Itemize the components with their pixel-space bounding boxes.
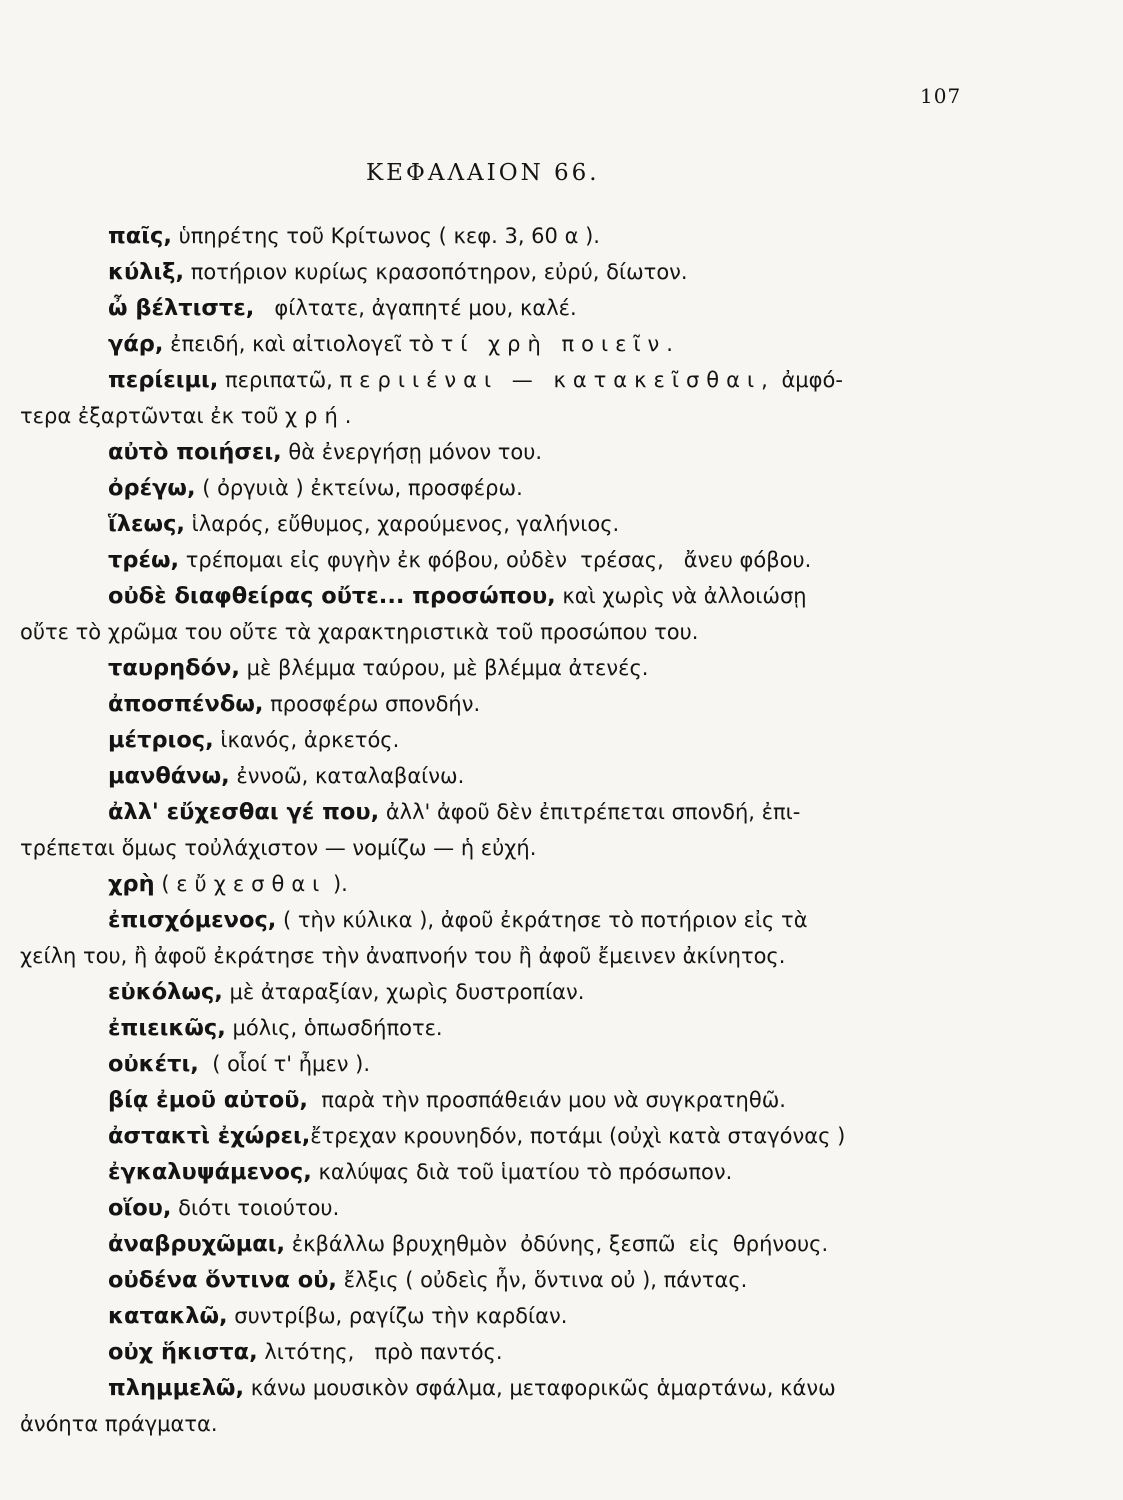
glossary-entry [108,218,600,254]
entry-term: κύλιξ, [108,259,185,285]
entry-definition: ἐπειδή, καὶ αἰτιολογεῖ τὸ [163,332,441,356]
page-number: 107 [920,84,962,108]
glossary-entry [108,578,807,614]
glossary-entry [108,470,523,506]
entry-term: μανθάνω, [108,763,230,789]
entry-definition: ( τὴν κύλικα ), ἀφοῦ ἐκράτησε τὸ ποτήριον εἰς τὰ [276,908,808,932]
entry-definition: διότι τοιούτου. [171,1196,340,1220]
glossary-entry [108,1226,828,1262]
glossary-entry [108,254,688,290]
entry-definition: ἐκβάλλω βρυχηθμὸν ὀδύνης, ξεσπῶ εἰς θρήνους. [285,1232,829,1256]
entry-definition: ( οἷοί τ' ἦμεν ). [198,1052,371,1076]
entry-term: βίᾳ ἐμοῦ αὐτοῦ, [108,1087,308,1113]
glossary-entry [108,650,648,686]
glossary-entry [108,1262,747,1298]
entry-continuation [20,398,358,434]
entry-definition: συντρίβω, ραγίζω τὴν καρδίαν. [227,1304,568,1328]
entry-definition: ( ὀργυιὰ ) ἐκτείνω, προσφέρω. [195,476,523,500]
entry-term: ἐπιεικῶς, [108,1015,226,1041]
entry-definition: κάνω μουσικὸν σφάλμα, μεταφορικῶς ἁμαρτάνω, κάνω [244,1376,836,1400]
glossary-entry [108,1370,836,1406]
continuation-text: ἀνόητα πράγματα. [20,1412,218,1436]
entry-definition: περιπατῶ, [218,368,340,392]
entry-term: περίειμι, [108,367,219,393]
entry-term: εὐκόλως, [108,979,223,1005]
entry-definition: φίλτατε, ἀγαπητέ μου, καλέ. [254,296,577,320]
entry-term: ἐπισχόμενος, [108,907,277,933]
entry-term: ταυρηδόν, [108,655,240,681]
entry-definition: ἀλλ' ἀφοῦ δὲν ἐπιτρέπεται σπονδή, ἐπι- [379,800,801,824]
glossary-entry [108,506,619,542]
glossary-entry [108,1190,339,1226]
entry-continuation [20,1406,218,1442]
entry-term: ὦ βέλτιστε, [108,295,255,321]
entry-term: χρὴ [108,871,155,897]
glossary-entry [108,758,464,794]
entry-definition-spaced: εὔχεσθαι [176,872,327,896]
entry-definition: ποτήριον κυρίως κρασοπότηρον, εὐρύ, δίωτον. [184,260,688,284]
glossary-entry [108,902,808,938]
glossary-entry [108,1082,786,1118]
entry-term: οὐχ ἥκιστα, [108,1339,258,1365]
entry-definition-spaced: τί χρὴ ποιεῖν. [440,332,680,356]
continuation-text: οὔτε τὸ χρῶμα του οὔτε τὰ χαρακτηριστικὰ τοῦ προσώπου του. [20,620,699,644]
continuation-spaced: χρή. [285,404,359,428]
entry-definition: τρέπομαι εἰς φυγὴν ἐκ φόβου, οὐδὲν τρέσας, ἄνευ φόβου. [179,548,812,572]
entry-term: πλημμελῶ, [108,1375,245,1401]
entry-term: αὐτὸ ποιήσει, [108,439,282,465]
glossary-entry [108,362,843,398]
continuation-text: χείλη του, ἢ ἀφοῦ ἐκράτησε τὴν ἀναπνοήν του ἢ ἀφοῦ ἔμεινεν ἀκίνητος. [20,944,786,968]
entry-definition: προσφέρω σπονδήν. [263,692,481,716]
entry-continuation [20,614,698,650]
entry-definition: ἔλξις ( οὐδεὶς ἦν, ὅντινα οὐ ), πάντας. [336,1268,748,1292]
glossary-entry [108,1298,567,1334]
entry-term: ἀστακτὶ ἐχώρει, [108,1123,311,1149]
glossary-entry [108,1010,443,1046]
entry-definition: μόλις, ὁπωσδήποτε. [225,1016,443,1040]
glossary-entry [108,434,542,470]
entry-definition-tail: ). [326,872,348,896]
entry-definition: ἱκανός, ἀρκετός. [213,728,400,752]
entry-definition: παρὰ τὴν προσπάθειάν μου νὰ συγκρατηθῶ. [307,1088,786,1112]
glossary-entry [108,326,680,362]
glossary-entry [108,542,811,578]
entry-definition: ( [154,872,177,896]
entry-term: ἀποσπένδω, [108,691,264,717]
glossary-entry [108,794,800,830]
entry-term: μέτριος, [108,727,214,753]
entry-term: ἐγκαλυψάμενος, [108,1159,312,1185]
glossary-entry [108,290,577,326]
glossary-entry [108,722,399,758]
entry-term: τρέω, [108,547,180,573]
entry-definition: ὑπηρέτης τοῦ Κρίτωνος ( κεφ. 3, 60 α ). [171,224,600,248]
entry-definition: θὰ ἐνεργήσῃ μόνον του. [281,440,543,464]
entry-term: κατακλῶ, [108,1303,228,1329]
entry-term: ἀλλ' εὔχεσθαι γέ που, [108,799,380,825]
entry-continuation [20,938,785,974]
entry-term: οὐκέτι, [108,1051,199,1077]
continuation-text: τρέπεται ὅμως τοὐλάχιστον — νομίζω — ἡ εὐχή. [20,836,537,860]
entry-term: οὐδὲ διαφθείρας οὔτε... προσώπου, [108,583,556,609]
entry-definition: ἔτρεχαν κρουνηδόν, ποτάμι (οὐχὶ κατὰ σταγόνας ) [310,1124,846,1148]
entry-definition: λιτότης, πρὸ παντός. [257,1340,503,1364]
continuation-text: τερα ἐξαρτῶνται ἐκ τοῦ [20,404,286,428]
entry-term: παῖς, [108,223,172,249]
glossary-entry [108,1154,732,1190]
entry-definition: μὲ ἀταραξίαν, χωρὶς δυστροπίαν. [222,980,585,1004]
entry-definition: καλύψας διὰ τοῦ ἱματίου τὸ πρόσωπον. [311,1160,733,1184]
glossary-entry [108,1046,370,1082]
entry-continuation [20,830,536,866]
entry-term: οὐδένα ὅντινα οὐ, [108,1267,337,1293]
entry-term: γάρ, [108,331,164,357]
entry-term: οἵου, [108,1195,172,1221]
entry-term: ἵλεως, [108,511,185,537]
glossary-entry [108,866,348,902]
entry-term: ὀρέγω, [108,475,196,501]
glossary-entry [108,1334,503,1370]
glossary-entry [108,686,480,722]
glossary-entry [108,974,584,1010]
entry-definition-spaced: περιιέναι — κατακεῖσθαι, [339,368,775,392]
glossary-entry [108,1118,845,1154]
entry-term: ἀναβρυχῶμαι, [108,1231,286,1257]
chapter-title: ΚΕΦΑΛΑΙΟΝ 66. [366,160,600,186]
entry-definition: μὲ βλέμμα ταύρου, μὲ βλέμμα ἀτενές. [239,656,649,680]
entry-definition: ἐννοῶ, καταλαβαίνω. [229,764,465,788]
entry-definition-tail: ἀμφό- [774,368,843,392]
entry-definition: ἱλαρός, εὔθυμος, χαρούμενος, γαλήνιος. [184,512,620,536]
entry-definition: καὶ χωρὶς νὰ ἀλλοιώσῃ [555,584,807,608]
